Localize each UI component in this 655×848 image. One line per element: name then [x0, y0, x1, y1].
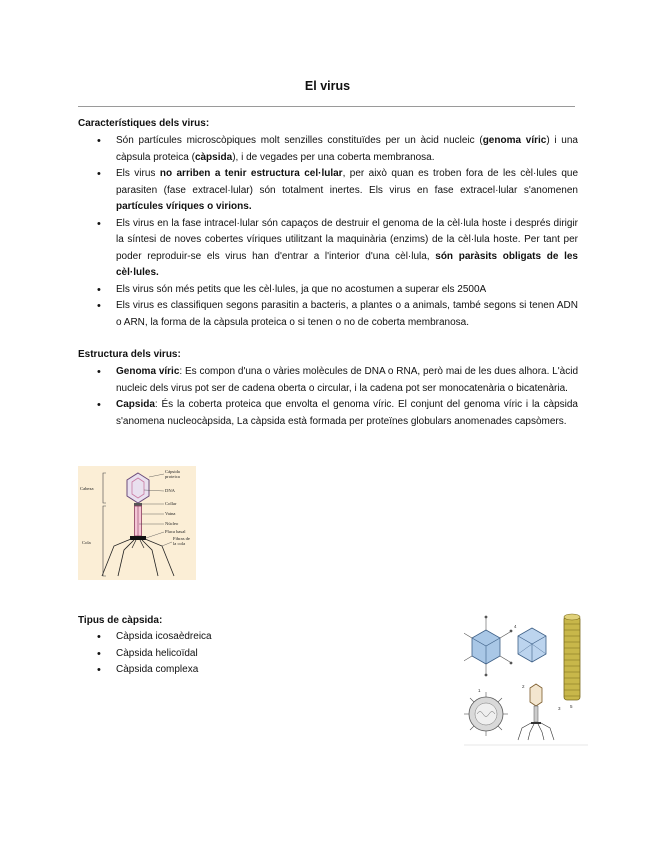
list-item — [78, 282, 578, 299]
capsid-label-line2: proteica — [165, 474, 180, 479]
tail-bracket — [103, 506, 106, 576]
virus-types-diagram — [464, 612, 588, 746]
text-run: Els virus són més petits que les cèl·lules, ja que no acostumen a superar els 2500A — [116, 283, 487, 295]
bacteriophage-diagram — [78, 466, 196, 580]
section-heading-characteristics: Característiques dels virus: — [78, 118, 210, 129]
text-run: : Es compon d'una o vàries molècules de DNA o RNA, però mai de les dues alhora. L'àcid nucleic dels virus pot ser de cadena oberta o circular, i la cadena pot ser monocatenària o bicatenària. — [116, 366, 579, 394]
list-item: • Càpsida helicoïdal — [78, 646, 398, 663]
complex-phage-shape — [518, 684, 554, 740]
number-label: 5 — [570, 704, 573, 709]
section-heading-capsid-types: Tipus de càpsida: — [78, 615, 163, 626]
leader-line — [162, 542, 172, 546]
collar-shape — [134, 503, 142, 506]
tail-fiber-line — [142, 540, 158, 576]
text-run: Els virus es classifiquen segons parasitin a bacteris, a plantes o a animals, també segons si tenen ADN o ARN, la forma de la càpsula proteica o si tenen o no de coberta membranosa. — [116, 300, 578, 328]
base-plate-label: Placa basal — [165, 529, 186, 534]
structure-list — [78, 364, 578, 430]
list-item: • Càpsida icosaèdreica — [78, 629, 398, 646]
text-run: Els virus en la fase intracel·lular són capaços de destruir el genoma de la cèl·lula hoste i després dirigir la síntesi de noves cobertes víriques utilitzant la maquinària (enzims) de la cèl·lula hoste. Per tant per poder reproduir-se els virus han d'entrar a l'interior d'una cèl·lula, — [116, 217, 578, 262]
list-item — [78, 133, 578, 166]
list-item — [78, 298, 578, 331]
text-run: , per això quan es troben fora de les cèl·lules que parasiten (fase extracel·lular) són totalment inertes. Els virus en fase extracel·lular s'anomenen — [116, 168, 579, 196]
list-item — [78, 216, 578, 282]
number-label: 4 — [514, 624, 517, 629]
bold-text-run: Genoma víric — [116, 366, 180, 377]
helical-rod-shape — [564, 614, 580, 700]
number-label: 2 — [522, 684, 525, 689]
capsid-head-shape — [127, 473, 149, 503]
number-label: 3 — [558, 706, 561, 711]
list-item — [78, 166, 578, 216]
nucleo-label: Núcleo — [165, 521, 179, 526]
enveloped-virus-shape — [464, 692, 508, 736]
page-title: El virus — [304, 79, 351, 93]
fibers-label-line2: la cola — [173, 541, 186, 546]
text-run: : És la coberta proteica que envolta el genoma víric. El conjunt del genoma víric i la càpsida s'anomena nucleocàpsida, La càpsida està formada per proteïnes globulars anomenades capsòmers. — [116, 399, 578, 427]
bold-text-run: són paràsits obligats de les cèl·lules. — [116, 250, 578, 278]
virus-types-svg — [464, 612, 588, 746]
bold-text-run: partícules víriques o virions. — [116, 201, 252, 212]
bold-text-run: no arriben a tenir estructura cel·lular — [159, 168, 343, 179]
icosahedral-virus-shape — [518, 628, 546, 662]
capsid-label-line1: Cápsida — [165, 469, 180, 474]
cap-label: Cabeza — [80, 486, 94, 491]
base-plate-shape — [130, 536, 146, 540]
tail-fiber-line — [102, 539, 131, 576]
list-item — [78, 397, 578, 430]
text-run: Els virus — [116, 168, 160, 179]
capsid-types-list — [78, 629, 398, 679]
leader-line — [149, 474, 164, 477]
dna-label: DNA — [165, 488, 175, 493]
vaina-label: Vaina — [165, 511, 176, 516]
list-item: • Càpsida complexa — [78, 662, 398, 679]
collar-label: Collar — [165, 501, 177, 506]
adenovirus-shape — [464, 616, 512, 677]
leader-line — [146, 532, 164, 538]
bold-text-run: càpsida — [194, 151, 233, 163]
tail-fiber-line — [145, 539, 174, 576]
tail-fiber-line — [118, 540, 134, 576]
title-divider — [78, 106, 575, 107]
fibers-label-line1: Fibras de — [173, 536, 190, 541]
list-item — [78, 364, 578, 397]
bacteriophage-svg — [78, 466, 196, 580]
bold-text-run: Capsida — [116, 399, 155, 410]
head-bracket — [103, 473, 106, 503]
section-heading-structure: Estructura dels virus: — [78, 349, 181, 360]
characteristics-list — [78, 133, 578, 331]
text-run: ) i una càpsula proteica ( — [116, 135, 578, 163]
number-label: 1 — [478, 688, 481, 693]
text-run: ), i de vegades per una coberta membranosa. — [232, 151, 435, 163]
tail-label: Cola — [82, 540, 91, 545]
text-run: Són partícules microscòpiques molt senzilles constituïdes per un àcid nucleic ( — [116, 135, 483, 146]
bold-text-run: genoma víric — [482, 135, 547, 146]
